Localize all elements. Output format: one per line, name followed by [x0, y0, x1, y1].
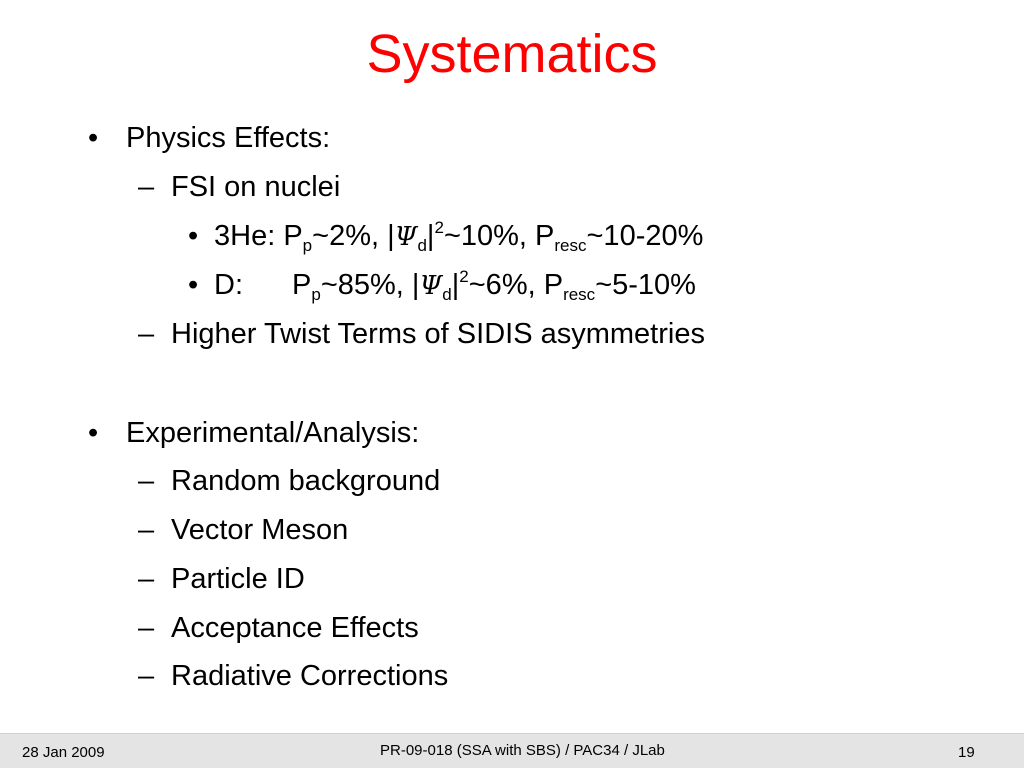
subscript: p — [302, 236, 313, 255]
formula-text: ~10-20% — [586, 220, 704, 252]
formula-text: P — [292, 269, 312, 301]
bullet-text: Particle ID — [171, 563, 305, 595]
bullet-dot: • — [88, 417, 99, 449]
bullet-dash: – — [138, 514, 155, 546]
bullet-dot: • — [188, 220, 199, 252]
bullet-text: Experimental/Analysis: — [126, 417, 420, 449]
bullet-dot: • — [88, 122, 99, 154]
formula-d — [292, 267, 696, 304]
bullet-text: Vector Meson — [171, 514, 349, 546]
formula-text: 3He: P — [214, 220, 303, 252]
bullet-dash: – — [138, 612, 155, 644]
bullet-text: Random background — [171, 465, 441, 497]
formula-text: ~5-10% — [595, 269, 696, 301]
subscript: resc — [563, 285, 596, 304]
bullet-text: Physics Effects: — [126, 122, 331, 154]
formula-text: ~85%, | — [320, 269, 420, 301]
subscript: d — [417, 236, 427, 255]
bullet-text: FSI on nuclei — [171, 171, 341, 203]
footer-page-number: 19 — [958, 744, 975, 761]
formula-text: ~2%, | — [312, 220, 395, 252]
bullet-dash: – — [138, 563, 155, 595]
subscript: resc — [554, 236, 587, 255]
bullet-dash: – — [138, 318, 155, 350]
bullet-dash: – — [138, 465, 155, 497]
subscript: d — [442, 285, 452, 304]
bullet-text: Radiative Corrections — [171, 660, 449, 692]
psi-symbol: Ψ — [394, 222, 418, 252]
formula-3he — [214, 218, 703, 255]
psi-symbol: Ψ — [419, 271, 443, 301]
bullet-dash: – — [138, 660, 155, 692]
formula-text: ~6%, P — [468, 269, 564, 301]
formula-d-label: D: — [214, 269, 243, 301]
footer-center-text: PR-09-018 (SSA with SBS) / PAC34 / JLab — [380, 742, 665, 759]
slide-footer — [0, 733, 1024, 768]
footer-date: 28 Jan 2009 — [22, 744, 105, 761]
superscript: 2 — [434, 218, 444, 237]
superscript: 2 — [459, 267, 469, 286]
bullet-dash: – — [138, 171, 155, 203]
formula-text: ~10%, P — [443, 220, 555, 252]
subscript: p — [311, 285, 321, 304]
formula-text: | — [451, 269, 460, 301]
bullet-dot: • — [188, 269, 199, 301]
formula-text: | — [426, 220, 435, 252]
slide-title: Systematics — [366, 24, 658, 84]
bullet-text: Higher Twist Terms of SIDIS asymmetries — [171, 318, 705, 350]
bullet-text: Acceptance Effects — [171, 612, 419, 644]
